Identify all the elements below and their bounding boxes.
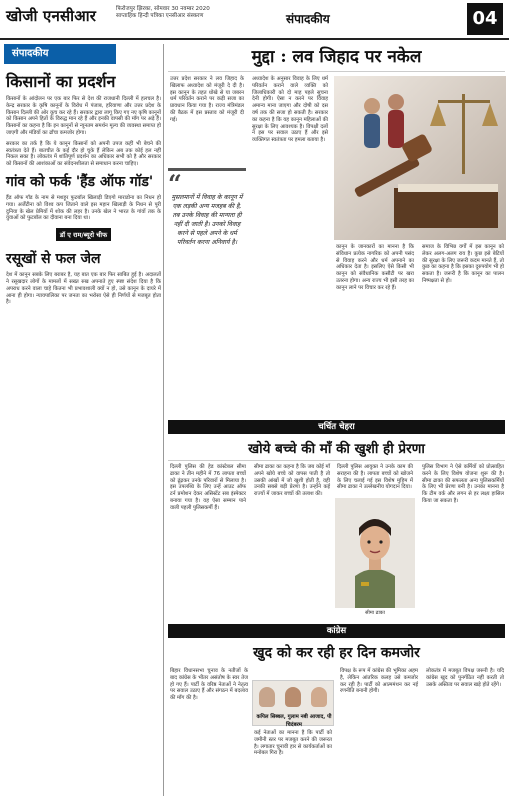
congress-column-a — [168, 668, 250, 702]
charchit-label: चर्चित चेहरा — [168, 420, 505, 434]
lead-column-d — [420, 244, 506, 285]
charchit-text-b: सीमा ढाका का कहना है कि जब कोई माँ अपने खोये बच्चे को वापस पाती है तो उसकी आंखों में जो खुशी होती है, वही उनकी सबसे बड़ी प्रेरणा है। उन्होंने कई राज्यों में जाकर बच्चों की तलाश की। — [254, 464, 330, 498]
kisan-body: किसानों के आंदोलन पर एक बार फिर से देश की राजधानी दिल्ली में हलचल है। केन्द्र सरकार के कृषि कानूनों के विरोध में पंजाब, हरियाणा और उत्तर प्रदेश के किसान दिल्ली की ओर कूच कर रहे हैं। सरकार द्वारा लागू किए गए नए कृषि कानूनों को किसान अपने हितों के विरुद्ध मान रहे हैं और इनकी वापसी की माँग पर अड़े हैं। किसानों का कहना है कि इन कानूनों से न्यूनतम समर्थन मूल्य की व्यवस्था समाप्त हो जाएगी और मंडियों का ढाँचा कमजोर होगा। — [6, 96, 161, 136]
congress-text-a: बिहार विधानसभा चुनाव के नतीजों के बाद कांग्रेस के भीतर असंतोष के स्वर तेज हो गए हैं। पार्टी के वरिष्ठ नेताओं ने नेतृत्व पर सवाल उठाए हैं और संगठन में बदलाव की माँग की है। — [170, 668, 248, 702]
lead-text-b: अध्यादेश के अनुसार विवाह के लिए धर्म परिवर्तन कराने वाले व्यक्ति को जिलाधिकारी को दो माह पहले सूचना देनी होगी। ऐसा न करने पर विवाह अमान्य माना जाएगा और दोषी को दस वर्ष तक की सजा हो सकती है। सरकार का कहना है कि यह कानून महिलाओं की सुरक्षा के लिए आवश्यक है। विपक्षी दलों ने इस पर सवाल उठाए हैं और इसे व्यक्तिगत स्वतंत्रता पर हमला बताया है। — [252, 76, 328, 144]
quote-mark-icon: “ — [168, 169, 182, 198]
congress-text-b: कई नेताओं का मानना है कि पार्टी को जमीनी स्तर पर मजबूत करने की जरूरत है। लगातार चुनावी हार से कार्यकर्ताओं का मनोबल गिरा है। — [254, 730, 332, 757]
dateline-date: फिरोजपुर झिरका, सोमवार 30 नवम्बर 2020 — [116, 6, 210, 12]
lead-text-d: समाज के विभिन्न वर्गों में इस कानून को लेकर अलग-अलग राय है। कुछ इसे बेटियों की सुरक्षा के लिए जरूरी कदम मानते हैं, तो कुछ का कहना है कि इसका दुरुपयोग भी हो सकता है। जरूरी है कि कानून का पालन निष्पक्षता से हो। — [422, 244, 504, 284]
policewoman-photo — [335, 498, 415, 608]
charchit-column-a — [168, 464, 248, 512]
lead-column-c — [334, 244, 416, 292]
byline: डॉ ए राम/ब्यूरो चीफ — [56, 228, 111, 241]
section-title: संपादकीय — [286, 12, 330, 26]
editorial-tab: संपादकीय — [4, 44, 116, 64]
congress-headline: खुद को कर रही हर दिन कमजोर — [253, 645, 420, 661]
lead-text-a: उत्तर प्रदेश सरकार ने लव जिहाद के खिलाफ अध्यादेश को मंजूरी दे दी है। इस कानून के तहत धोखे से या जबरन धर्म परिवर्तन कराने पर कड़ी सजा का प्रावधान किया गया है। राज्य मंत्रिमंडल की बैठक में इस प्रस्ताव को मंजूरी दी गई। — [170, 76, 244, 123]
lead-column-a — [168, 76, 246, 124]
page-number: 04 — [467, 3, 503, 35]
lead-column-b — [250, 76, 330, 424]
lead-photo — [334, 76, 506, 240]
charchit-column-d — [420, 464, 506, 505]
gavel-scales-illustration — [334, 76, 506, 240]
leader-face — [311, 687, 327, 707]
leader-face — [285, 687, 301, 707]
charchit-text-c: दिल्ली पुलिस आयुक्त ने उनके काम की सराहना की है। लापता बच्चों को खोजने के लिए चलाई गई इस विशेष मुहिम में सीमा ढाका ने उल्लेखनीय योगदान दिया। — [337, 464, 413, 491]
congress-text-c: विपक्ष के रूप में कांग्रेस की भूमिका अहम है, लेकिन आंतरिक कलह उसे कमजोर कर रही है। पार्टी को आत्ममंथन कर नई रणनीति बनानी होगी। — [340, 668, 418, 695]
congress-column-d — [424, 668, 506, 688]
masthead — [0, 0, 509, 40]
kisan-headline: किसानों का प्रदर्शन — [6, 72, 116, 91]
maradona-body: हैंड ऑफ गॉड के नाम से मशहूर फुटबॉल खिलाड़ी डिएगो माराडोना का निधन हो गया। अर्जेंटीना को विश्व कप जिताने वाले इस महान खिलाड़ी के निधन से पूरी दुनिया के खेल प्रेमियों में शोक की लहर है। उनके खेल ने भारत के गांवों तक के युवाओं को फुटबॉल का दीवाना बना दिया था। — [6, 194, 161, 222]
policewoman-caption: सीमा ढाका — [365, 610, 385, 616]
maradona-headline: गांव को फर्क 'हैंड ऑफ गॉड' — [6, 173, 154, 190]
charchit-text-d: पुलिस विभाग ने ऐसे कर्मियों को प्रोत्साहित करने के लिए विशेष योजना शुरू की है। सीमा ढाका की सफलता अन्य पुलिसकर्मियों के लिए भी प्रेरणा बनी है। उनका मानना है कि टीम वर्क और लगन से हर लक्ष्य हासिल किया जा सकता है। — [422, 464, 504, 504]
congress-leaders-photo — [252, 680, 334, 726]
left-column — [4, 44, 164, 796]
portrait-illustration — [335, 498, 415, 608]
pull-quote-text: मुसलमानों में विवाह के कानून में एक लड़की अन्य मजहब की है, तब उनके विवाह की मान्यता ही नहीं दी जाती है। उनको विवाह करने से पहले अपने के धर्म परिवर्तन करना अनिवार्य है। — [171, 194, 243, 246]
leaders-caption: कपिल सिब्बल, गुलाम नबी आजाद, पी चिदंबरम — [256, 714, 332, 728]
congress-label: कांग्रेस — [168, 624, 505, 638]
charchit-text-a: दिल्ली पुलिस की हेड कांस्टेबल सीमा ढाका ने तीन महीने में 76 लापता बच्चों को ढूंढ़कर उनके परिवारों से मिलाया है। इस उपलब्धि के लिए उन्हें आउट ऑफ टर्न प्रमोशन देकर असिस्टेंट सब इंस्पेक्टर बनाया गया है। वह ऐसा सम्मान पाने वाली पहली पुलिसकर्मी हैं। — [170, 464, 246, 511]
dateline-edition: साप्ताहिक हिन्दी पत्रिका एनसीआर संस्करण — [116, 13, 204, 19]
newspaper-logo: खोजी एनसीआर — [6, 7, 97, 25]
kisan-body-continued: सरकार का तर्क है कि ये कानून किसानों को अपनी उपज कहीं भी बेचने की स्वतंत्रता देते हैं। बातचीत के कई दौर हो चुके हैं लेकिन अब तक कोई हल नहीं निकल सका है। लोकतंत्र में शांतिपूर्ण प्रदर्शन का अधिकार सभी को है और सरकार को किसानों की आशंकाओं का संवेदनशीलता से समाधान करना चाहिए। — [6, 140, 161, 168]
lead-text-c: कानून के जानकारों का मानना है कि संविधान प्रत्येक नागरिक को अपनी पसंद से विवाह करने और धर्म अपनाने का अधिकार देता है। इसलिए ऐसे किसी भी कानून को संवैधानिक कसौटी पर खरा उतरना होगा। अन्य राज्य भी इसी तरह का कानून लाने पर विचार कर रहे हैं। — [336, 244, 414, 291]
leader-face — [259, 687, 275, 707]
congress-text-d: लोकतंत्र में मजबूत विपक्ष जरूरी है। यदि कांग्रेस खुद को पुनर्गठित नहीं करती तो उसके अस्तित्व पर सवाल खड़े होते रहेंगे। — [426, 668, 504, 688]
lead-headline: मुद्दा : लव जिहाद पर नकेल — [168, 42, 505, 72]
jail-headline: रसूखों से फल जेल — [6, 251, 101, 268]
charchit-column-b — [252, 464, 332, 498]
congress-column-b — [252, 730, 334, 757]
charchit-column-c — [335, 464, 415, 491]
charchit-headline: खोये बच्चे की माँ की खुशी ही प्रेरणा — [168, 437, 505, 461]
jail-body: देश में कानून सबके लिए बराबर है, यह बात एक बार फिर साबित हुई है। अदालतों ने रसूखदार लोगों के मामलों में सख्त रुख अपनाते हुए स्पष्ट संदेश दिया है कि अपराध करने वाला चाहे कितना भी प्रभावशाली क्यों न हो, उसे कानून के दायरे में आना ही होगा। न्यायपालिका पर जनता का भरोसा ऐसे ही निर्णयों से मजबूत होता है। — [6, 272, 161, 306]
dateline — [116, 6, 266, 20]
congress-column-c — [338, 668, 420, 695]
pull-quote — [168, 168, 246, 338]
